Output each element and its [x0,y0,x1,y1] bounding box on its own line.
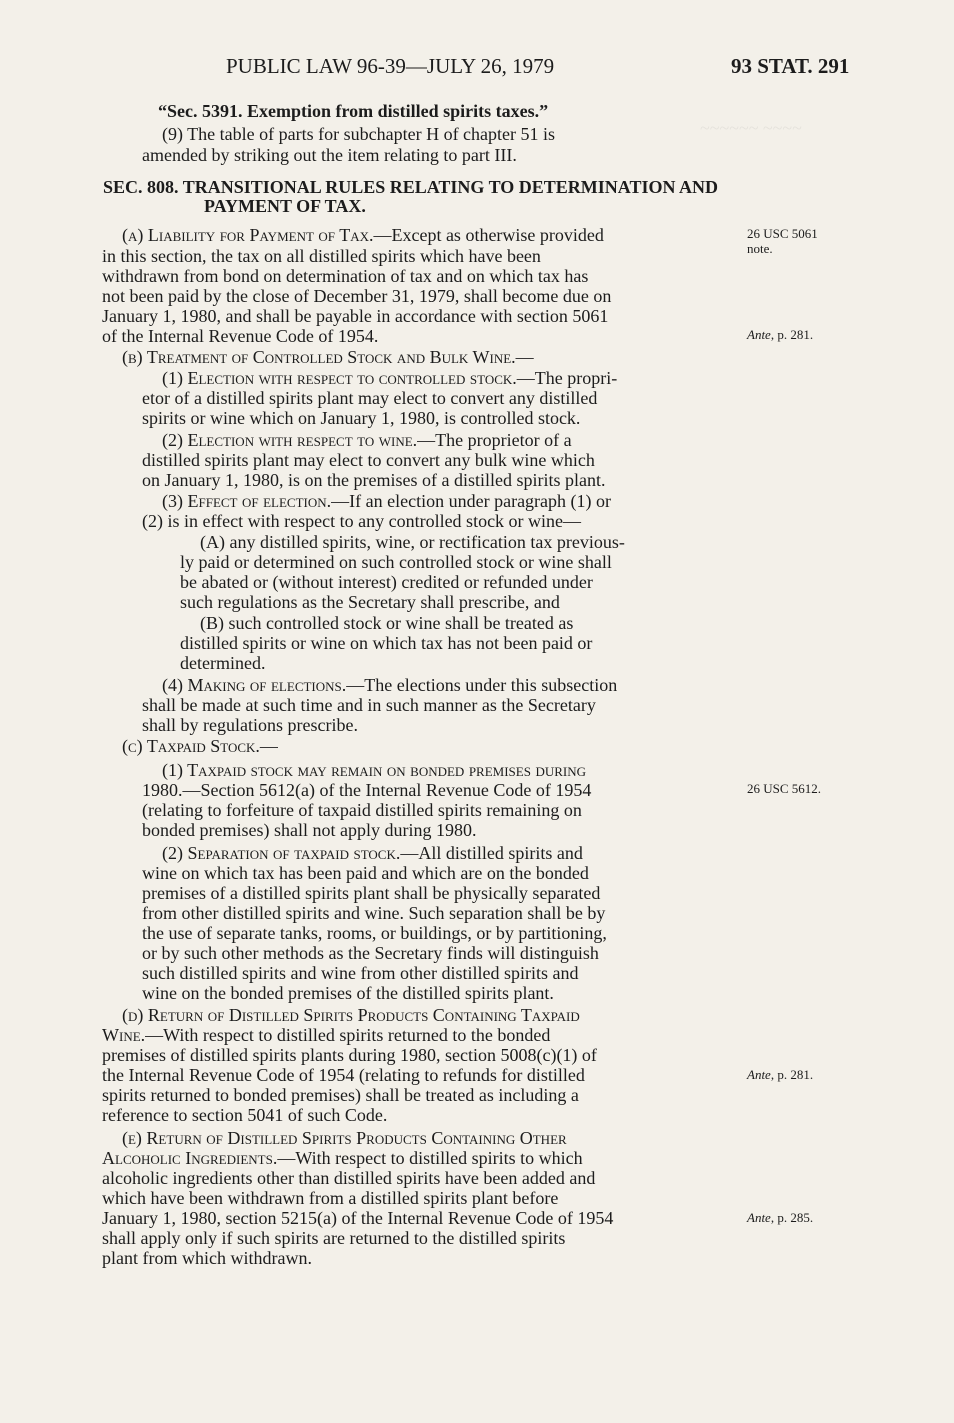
body-line: reference to section 5041 of such Code. [102,1105,388,1125]
margin-note-ante: Ante, p. 285. [747,1210,814,1225]
body-line: such distilled spirits and wine from other distilled spirits and [142,963,579,983]
body-line: be abated or (without interest) credited or refunded under [180,572,593,592]
subsection-c: (c) Taxpaid Stock.— [122,736,278,756]
body-line: distilled spirits plant may elect to convert any bulk wine which [142,450,595,470]
body-line: ly paid or determined on such controlled stock or wine shall [180,552,612,572]
page-header-stat: 93 STAT. 291 [731,54,850,78]
page-header-title: PUBLIC LAW 96-39—JULY 26, 1979 [226,54,555,78]
body-line: bonded premises) shall not apply during 1980. [142,820,477,840]
subsection-d: Wine.—With respect to distilled spirits returned to the bonded [102,1025,551,1045]
body-line: in this section, the tax on all distilled spirits which have been [102,246,541,266]
paragraph-2: (2) Election with respect to wine.—The proprietor of a [162,430,572,450]
paragraph-heading: (1) Election with respect to controlled stock. [162,368,517,388]
body-line: etor of a distilled spirits plant may elect to convert any distilled [142,388,598,408]
body-line: or by such other methods as the Secretary finds will distinguish [142,943,599,963]
body-line: the use of separate tanks, rooms, or buildings, or by partitioning, [142,923,607,943]
subparagraph-a: (A) any distilled spirits, wine, or rectification tax previous- [200,532,625,552]
section-heading: SEC. 808. TRANSITIONAL RULES RELATING TO DETERMINATION AND [103,177,718,197]
subparagraph-b: (B) such controlled stock or wine shall be treated as [200,613,574,633]
subsection-e: Alcoholic Ingredients.—With respect to distilled spirits to which [102,1148,583,1168]
paragraph-1-cont: 1980.—Section 5612(a) of the Internal Revenue Code of 1954 [142,780,592,800]
body-line: premises of distilled spirits plants during 1980, section 5008(c)(1) of [102,1045,597,1065]
paragraph-heading: (3) Effect of election. [162,491,332,511]
section-heading-cont: PAYMENT OF TAX. [204,196,366,216]
body-line: plant from which withdrawn. [102,1248,312,1268]
margin-note-ante: Ante, p. 281. [747,1067,814,1082]
body-line: January 1, 1980, section 5215(a) of the Internal Revenue Code of 1954 [102,1208,614,1228]
body-line: (9) The table of parts for subchapter H of chapter 51 is [162,124,556,144]
body-line: (relating to forfeiture of taxpaid distilled spirits remaining on [142,800,582,820]
body-line: of the Internal Revenue Code of 1954. [102,326,379,346]
body-line: on January 1, 1980, is on the premises of a distilled spirits plant. [142,470,606,490]
paragraph-3: (3) Effect of election.—If an election under paragraph (1) or [162,491,612,511]
margin-note-citation: 26 USC 5612. [747,781,822,796]
subsection-b: (b) Treatment of Controlled Stock and Bulk Wine.— [122,347,534,367]
subsection-heading: (b) Treatment of Controlled Stock and Bulk Wine. [122,347,516,367]
body-line: the Internal Revenue Code of 1954 (relating to refunds for distilled [102,1065,585,1085]
paragraph-2: (2) Separation of taxpaid stock.—All distilled spirits and [162,843,583,863]
subsection-heading: (c) Taxpaid Stock. [122,736,260,756]
body-line: wine on which tax has been paid and which are on the bonded [142,863,589,883]
paragraph-heading: (2) Election with respect to wine. [162,430,418,450]
body-line: alcoholic ingredients other than distilled spirits have been added and [102,1168,596,1188]
paragraph-heading: (4) Making of elections. [162,675,347,695]
margin-note-ante: Ante, p. 281. [747,327,814,342]
body-line: spirits or wine which on January 1, 1980, is controlled stock. [142,408,581,428]
quoted-section-line: “Sec. 5391. Exemption from distilled spirits taxes.” [158,101,549,121]
body-line: (2) is in effect with respect to any controlled stock or wine— [142,511,582,531]
subsection-a: (a) Liability for Payment of Tax.—Except as otherwise provided [122,225,604,245]
body-line: shall apply only if such spirits are returned to the distilled spirits [102,1228,566,1248]
paragraph-heading: (1) Taxpaid stock may remain on bonded premises during [162,760,587,780]
body-line: premises of a distilled spirits plant shall be physically separated [142,883,601,903]
body-line: January 1, 1980, and shall be payable in accordance with section 5061 [102,306,609,326]
body-line: determined. [180,653,266,673]
body-line: shall be made at such time and in such manner as the Secretary [142,695,596,715]
paragraph-4: (4) Making of elections.—The elections under this subsection [162,675,618,695]
paragraph-heading: (2) Separation of taxpaid stock. [162,843,401,863]
subsection-e-heading: (e) Return of Distilled Spirits Products Containing Other [122,1128,567,1148]
body-line: such regulations as the Secretary shall prescribe, and [180,592,560,612]
paragraph-1: (1) Election with respect to controlled stock.—The propri- [162,368,618,388]
body-line: from other distilled spirits and wine. Such separation shall be by [142,903,606,923]
body-line: withdrawn from bond on determination of tax and on which tax has [102,266,589,286]
body-line: not been paid by the close of December 31, 1979, shall become due on [102,286,612,306]
body-line: amended by striking out the item relating to part III. [142,145,517,165]
body-line: distilled spirits or wine on which tax has not been paid or [180,633,593,653]
body-line: spirits returned to bonded premises) shall be treated as including a [102,1085,579,1105]
margin-note-citation: 26 USC 5061 note. [747,226,818,256]
subsection-heading: (a) Liability for Payment of Tax. [122,225,374,245]
subsection-d-heading: (d) Return of Distilled Spirits Products Containing Taxpaid [122,1005,580,1025]
bleed-through-text: ~~~~~~ ~~~~ [700,118,802,138]
body-line: shall by regulations prescribe. [142,715,358,735]
body-line: which have been withdrawn from a distilled spirits plant before [102,1188,559,1208]
body-line: wine on the bonded premises of the distilled spirits plant. [142,983,554,1003]
